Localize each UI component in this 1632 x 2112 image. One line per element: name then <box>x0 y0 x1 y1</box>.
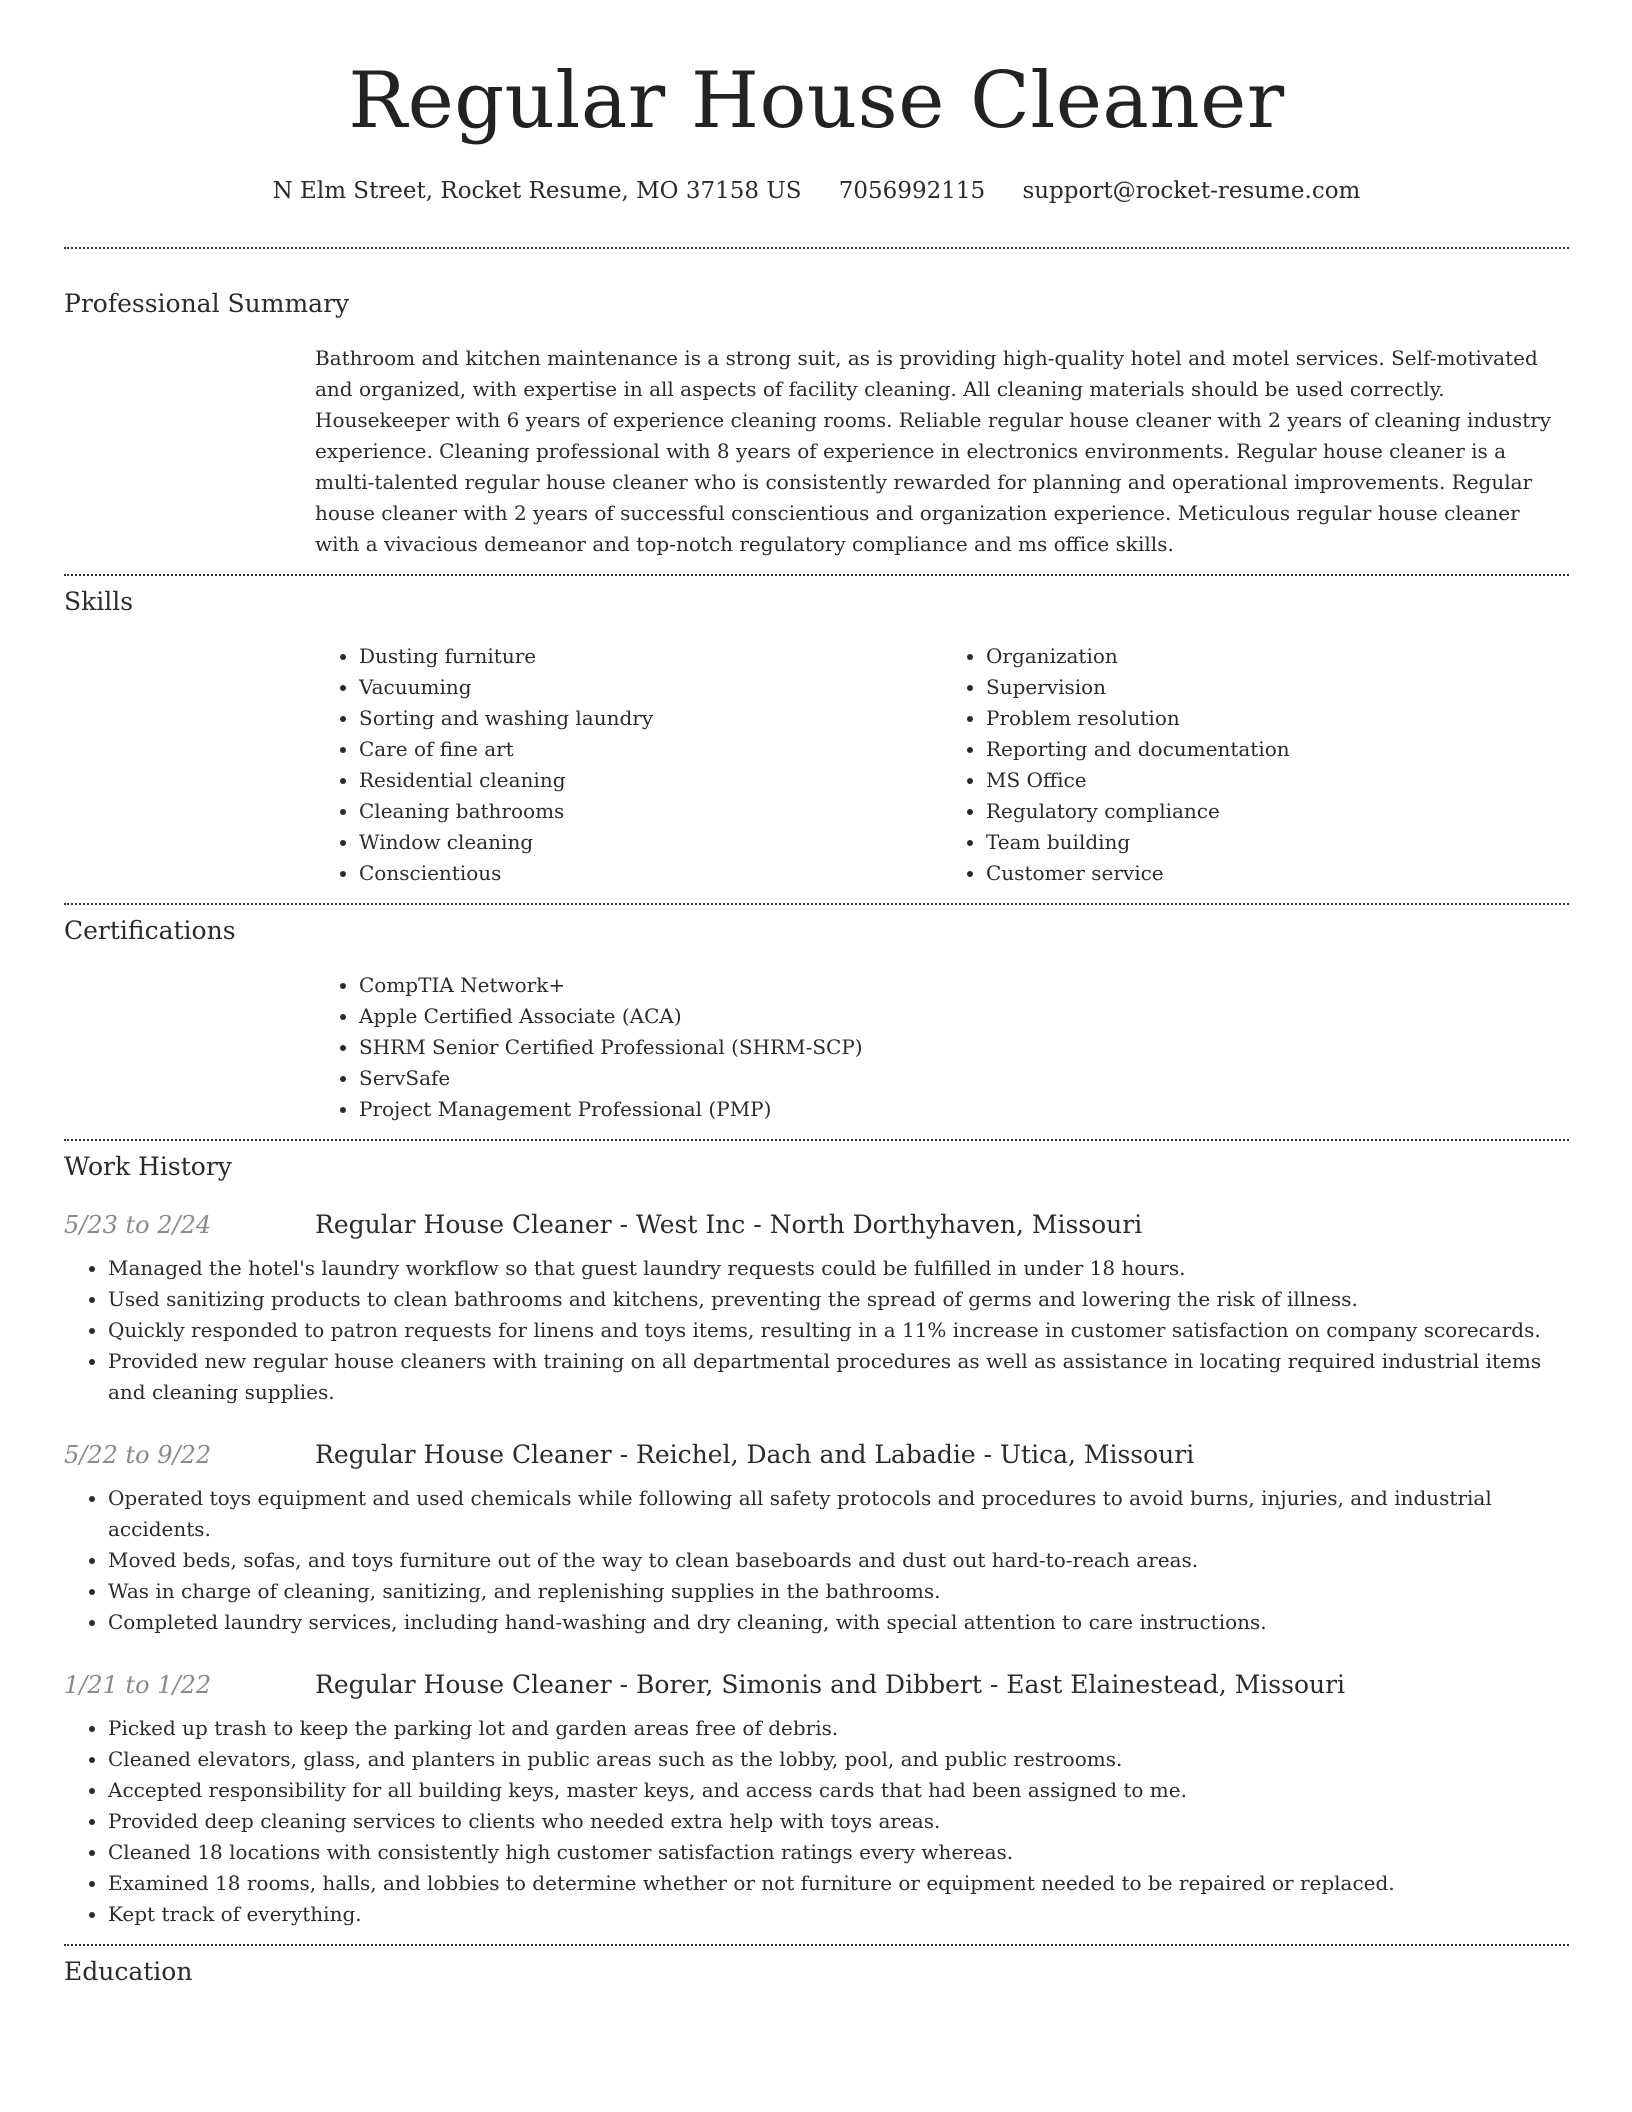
contact-address: N Elm Street, Rocket Resume, MO 37158 US <box>272 178 802 204</box>
job-bullet: • Cleaned elevators, glass, and planters in public areas such as the lobby, pool, and public restrooms. <box>108 1744 1569 1775</box>
skills-heading: Skills <box>64 587 134 616</box>
job-bullet: • Provided new regular house cleaners with training on all departmental procedures as well as assistance in locating required industrial items and cleaning supplies. <box>108 1346 1569 1408</box>
summary-text: Bathroom and kitchen maintenance is a strong suit, as is providing high-quality hotel and motel services. Self-motivated and organized, with expertise in all aspects of facility cleaning. All cleaning materials should be used correctly. Housekeeper with 6 years of experience cleaning rooms. Reliable regular house cleaner with 2 years of cleaning industry experience. Cleaning professional with 8 years of experience in electronics environments. Regular house cleaner is a multi-talented regular house cleaner who is consistently rewarded for planning and operational improvements. Regular house cleaner with 2 years of successful conscientious and organization experience. Meticulous regular house cleaner with a vivacious demeanor and top-notch regulatory compliance and ms office skills. <box>315 346 1552 556</box>
skill-item: • Vacuuming <box>359 672 942 703</box>
job-bullet: • Cleaned 18 locations with consistently high customer satisfaction ratings every whereas. <box>108 1837 1569 1868</box>
skill-item: • MS Office <box>986 765 1569 796</box>
job-header <box>64 1440 1569 1470</box>
skills-list-right <box>942 641 1569 889</box>
section-divider <box>64 903 1569 905</box>
summary-heading: Professional Summary <box>64 289 350 318</box>
certification-item: • SHRM Senior Certified Professional (SHRM-SCP) <box>359 1032 1569 1063</box>
work-history-heading: Work History <box>64 1152 232 1181</box>
skills-list-left <box>315 641 942 889</box>
resume-name: Regular House Cleaner <box>348 56 1285 146</box>
job-title: Regular House Cleaner - Reichel, Dach and Labadie - Utica, Missouri <box>315 1440 1195 1469</box>
skill-item: • Conscientious <box>359 858 942 889</box>
certifications-heading: Certifications <box>64 916 236 945</box>
skills-section <box>315 641 1569 889</box>
job-bullet: • Quickly responded to patron requests for linens and toys items, resulting in a 11% increase in customer satisfaction on company scorecards. <box>108 1315 1569 1346</box>
job-entry <box>64 1440 1569 1638</box>
job-bullet: • Managed the hotel's laundry workflow so that guest laundry requests could be fulfilled in under 18 hours. <box>108 1253 1569 1284</box>
skill-item: • Reporting and documentation <box>986 734 1569 765</box>
resume-page <box>64 0 1569 1987</box>
job-dates: 5/22 to 9/22 <box>64 1441 212 1469</box>
skill-item: • Sorting and washing laundry <box>359 703 942 734</box>
contact-phone: 7056992115 <box>838 178 986 204</box>
job-dates: 5/23 to 2/24 <box>64 1211 212 1239</box>
certifications-list <box>315 970 1569 1125</box>
certification-item: • Apple Certified Associate (ACA) <box>359 1001 1569 1032</box>
job-dates: 1/21 to 1/22 <box>64 1671 212 1699</box>
job-bullet: • Used sanitizing products to clean bathrooms and kitchens, preventing the spread of germs and lowering the risk of illness. <box>108 1284 1569 1315</box>
job-bullet: • Examined 18 rooms, halls, and lobbies to determine whether or not furniture or equipment needed to be repaired or replaced. <box>108 1868 1569 1899</box>
job-bullets <box>64 1253 1569 1408</box>
skill-item: • Problem resolution <box>986 703 1569 734</box>
skill-item: • Dusting furniture <box>359 641 942 672</box>
summary-section <box>315 343 1569 560</box>
certification-item: • Project Management Professional (PMP) <box>359 1094 1569 1125</box>
section-divider <box>64 247 1569 249</box>
skill-item: • Supervision <box>986 672 1569 703</box>
job-entry <box>64 1210 1569 1408</box>
section-divider <box>64 574 1569 576</box>
certifications-section <box>315 970 1569 1125</box>
job-bullet: • Operated toys equipment and used chemicals while following all safety protocols and procedures to avoid burns, injuries, and industrial accidents. <box>108 1483 1569 1545</box>
skill-item: • Regulatory compliance <box>986 796 1569 827</box>
section-divider <box>64 1139 1569 1141</box>
job-title: Regular House Cleaner - Borer, Simonis and Dibbert - East Elainestead, Missouri <box>315 1670 1346 1699</box>
job-bullet: • Completed laundry services, including hand-washing and dry cleaning, with special attention to care instructions. <box>108 1607 1569 1638</box>
skill-item: • Window cleaning <box>359 827 942 858</box>
job-title: Regular House Cleaner - West Inc - North Dorthyhaven, Missouri <box>315 1210 1143 1239</box>
education-heading: Education <box>64 1957 193 1986</box>
skill-item: • Team building <box>986 827 1569 858</box>
job-bullet: • Picked up trash to keep the parking lot and garden areas free of debris. <box>108 1713 1569 1744</box>
job-bullet: • Was in charge of cleaning, sanitizing, and replenishing supplies in the bathrooms. <box>108 1576 1569 1607</box>
job-bullet: • Kept track of everything. <box>108 1899 1569 1930</box>
skill-item: • Residential cleaning <box>359 765 942 796</box>
job-bullets <box>64 1713 1569 1930</box>
job-header <box>64 1670 1569 1700</box>
certification-item: • CompTIA Network+ <box>359 970 1569 1001</box>
skill-item: • Customer service <box>986 858 1569 889</box>
job-bullets <box>64 1483 1569 1638</box>
skill-item: • Care of fine art <box>359 734 942 765</box>
job-entry <box>64 1670 1569 1930</box>
job-bullet: • Accepted responsibility for all building keys, master keys, and access cards that had been assigned to me. <box>108 1775 1569 1806</box>
certification-item: • ServSafe <box>359 1063 1569 1094</box>
skill-item: • Organization <box>986 641 1569 672</box>
section-divider <box>64 1944 1569 1946</box>
contact-email: support@rocket-resume.com <box>1022 178 1361 204</box>
job-header <box>64 1210 1569 1240</box>
job-bullet: • Provided deep cleaning services to clients who needed extra help with toys areas. <box>108 1806 1569 1837</box>
contact-line <box>64 176 1569 206</box>
job-bullet: • Moved beds, sofas, and toys furniture out of the way to clean baseboards and dust out hard-to-reach areas. <box>108 1545 1569 1576</box>
skill-item: • Cleaning bathrooms <box>359 796 942 827</box>
